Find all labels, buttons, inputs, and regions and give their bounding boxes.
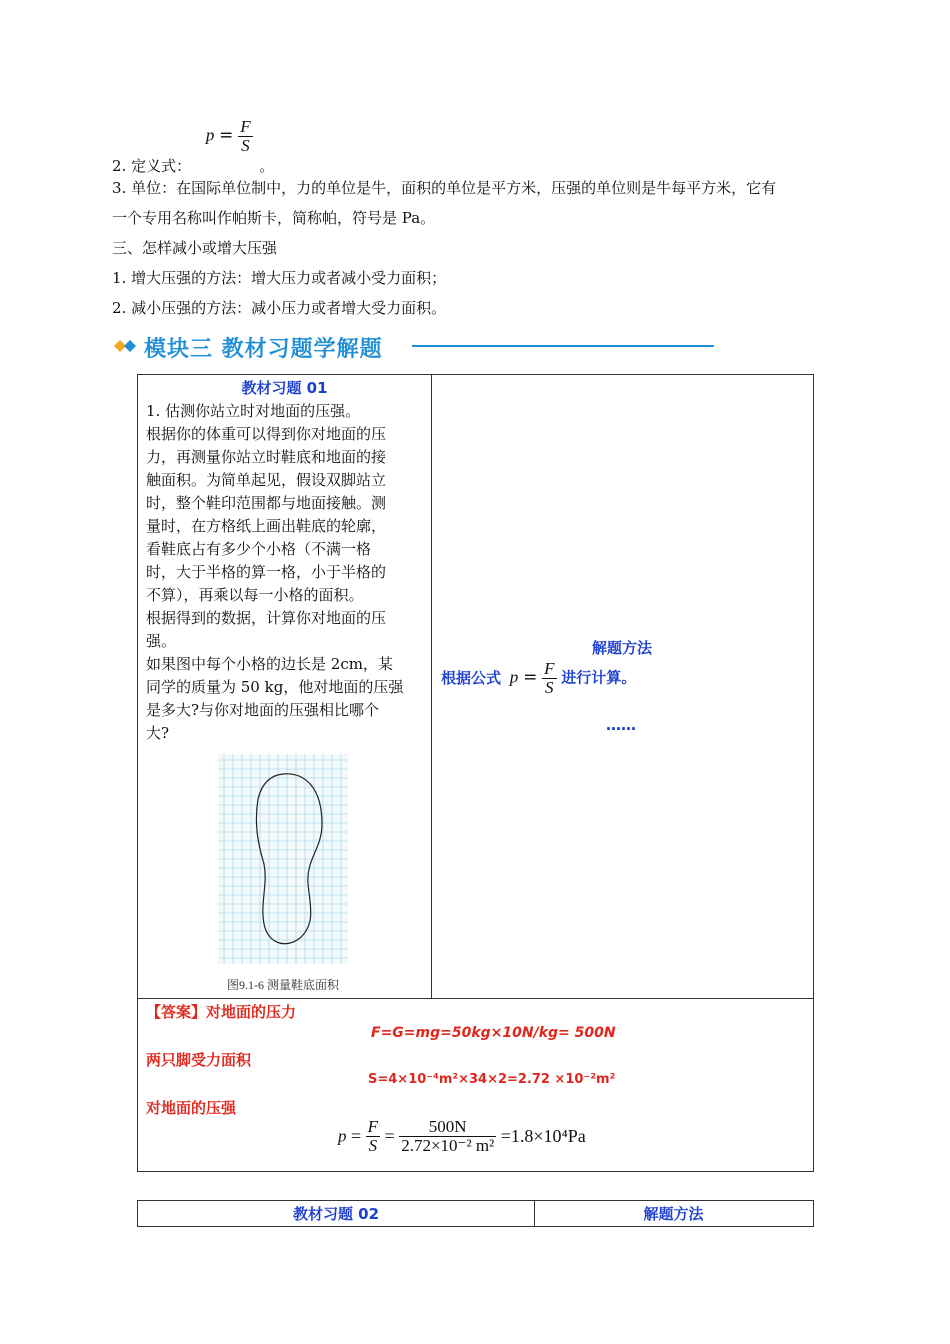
method-formula-line bbox=[441, 660, 811, 697]
question-line: 不算），再乘以每一小格的面积。 bbox=[146, 586, 364, 604]
definition-label: 2. 定义式： bbox=[112, 156, 192, 175]
method-prefix: 根据公式 bbox=[441, 668, 502, 687]
question-line: 时，大于半格的算一格，小于半格的 bbox=[146, 563, 387, 581]
diamond-arrow-icon bbox=[112, 336, 138, 356]
question-line: 1. 估测你站立时对地面的压强。 bbox=[146, 402, 361, 420]
exercise-2-method-title: 解题方法 bbox=[643, 1205, 704, 1223]
exercise-2-title: 教材习题 02 bbox=[292, 1205, 380, 1223]
question-line: 时，整个鞋印范围都与地面接触。测 bbox=[146, 494, 387, 512]
area-equation: S=4×10⁻⁴m²×34×2=2.72 ×10⁻²m² bbox=[368, 1072, 616, 1087]
question-line: 根据你的体重可以得到你对地面的压 bbox=[146, 425, 387, 443]
unit-line-1: 3. 单位：在国际单位制中，力的单位是牛，面积的单位是平方米，压强的单位则是牛每平方米，它有 bbox=[112, 179, 777, 197]
decrease-method: 2. 减小压强的方法：减小压力或者增大受力面积。 bbox=[112, 299, 447, 317]
exercise-1-title: 教材习题 01 bbox=[241, 379, 328, 397]
question-line: 看鞋底占有多少个小格（不满一格 bbox=[146, 540, 372, 558]
definition-line bbox=[112, 117, 275, 175]
exercise-1-question bbox=[146, 400, 428, 745]
method-title: 解题方法 bbox=[591, 639, 652, 657]
question-line: 如果图中每个小格的边长是 2cm，某 bbox=[146, 655, 393, 673]
final-equation: p = $\frac{F}{S}$ = $\frac{500N}{\text{2.72×10⁻² m²}}$ =1.8×10⁴Pa bbox=[338, 1117, 586, 1155]
grid-paper-image bbox=[218, 754, 348, 964]
banner-rule bbox=[412, 345, 714, 347]
row-divider bbox=[137, 998, 813, 999]
section-heading-3: 三、怎样减小或增大压强 bbox=[112, 239, 278, 257]
definition-end: 。 bbox=[259, 156, 275, 175]
method-suffix: 进行计算。 bbox=[561, 668, 637, 687]
question-line: 是多大?与你对地面的压强相比哪个 bbox=[146, 701, 380, 719]
pressure-label: 对地面的压强 bbox=[146, 1099, 237, 1117]
question-line: 触面积。为简单起见，假设双脚站立 bbox=[146, 471, 387, 489]
method-ellipsis: …… bbox=[606, 716, 636, 734]
shoe-sole-figure bbox=[218, 754, 348, 964]
area-label: 两只脚受力面积 bbox=[146, 1051, 252, 1069]
question-line: 量时，在方格纸上画出鞋底的轮廓， bbox=[146, 517, 387, 535]
question-line: 强。 bbox=[146, 632, 177, 650]
question-line: 同学的质量为 50 kg，他对地面的压强 bbox=[146, 678, 404, 696]
unit-line-2: 一个专用名称叫作帕斯卡，简称帕，符号是 Pa。 bbox=[112, 209, 436, 227]
question-line: 根据得到的数据，计算你对地面的压 bbox=[146, 609, 387, 627]
force-equation: F=G=mg=50kg×10N/kg= 500N bbox=[371, 1025, 616, 1041]
answer-label: 【答案】对地面的压力 bbox=[146, 1003, 297, 1021]
question-line: 力，再测量你站立时鞋底和地面的接 bbox=[146, 448, 387, 466]
question-line: 大? bbox=[146, 724, 170, 742]
increase-method: 1. 增大压强的方法：增大压力或者减小受力面积； bbox=[112, 269, 447, 287]
method-formula: p = $\frac{F}{S}$ bbox=[509, 659, 555, 697]
column-divider bbox=[431, 374, 432, 998]
module-title: 模块三 教材习题学解题 bbox=[144, 337, 383, 362]
figure-caption: 图9.1-6 测量鞋底面积 bbox=[227, 978, 339, 992]
definition-formula: p = $\frac{F}{S}$ bbox=[205, 117, 251, 155]
module-banner bbox=[112, 330, 722, 364]
